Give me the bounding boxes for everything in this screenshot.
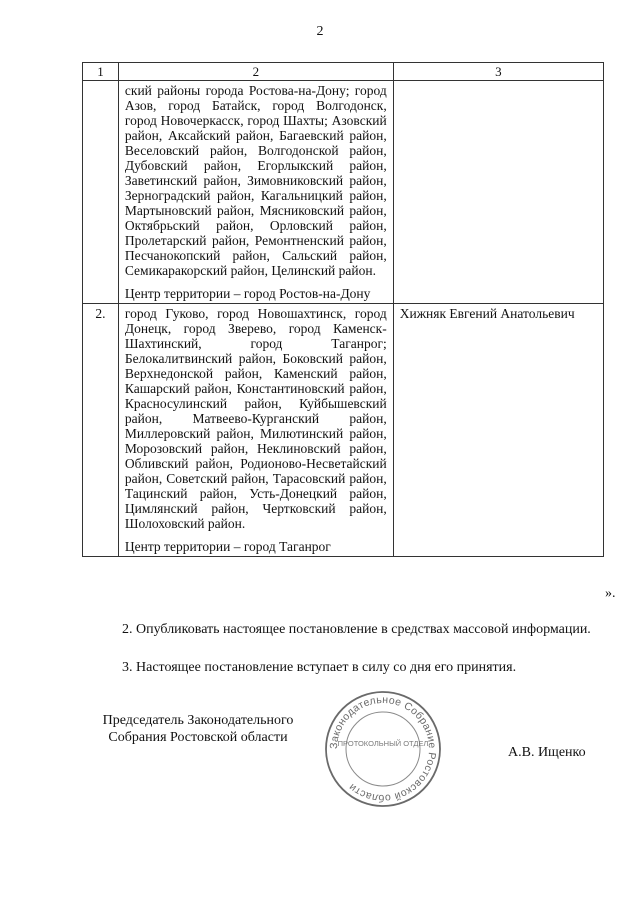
table-row	[83, 81, 604, 304]
person-cell: Хижняк Евгений Анатольевич	[393, 304, 603, 557]
person-cell	[393, 81, 603, 304]
closing-quote: ».	[605, 586, 616, 601]
svg-text:Законодательное Собрание Росто	[328, 694, 438, 804]
territories-table	[82, 62, 604, 557]
row-number: 2.	[83, 304, 119, 557]
column-header: 1	[83, 63, 119, 81]
signer-title: Председатель Законодательного Собрания Ростовской области	[102, 713, 294, 745]
territory-center: Центр территории – город Ростов-на-Дону	[124, 286, 371, 301]
table-header-row	[83, 63, 604, 81]
seal-ring-text: Законодательное Собрание Ростовской области	[327, 693, 439, 805]
row-number	[83, 81, 119, 304]
territory-list: ский районы города Ростова-на-Дону; город Азов, город Батайск, город Волгодонск, город Новочеркасск, город Шахты; Азовский район, Аксайский район, Багаевский район, Веселовский район, Волгодонской район, Дубовский район, Егорлыкский район, Заветинский район, Зимовниковский район, Зерноградский район, Кагальницкий район, Мартыновский район, Мясниковский район, Октябрьский район, Орловский район, Пролетарский район, Ремонтненский район, Песчанокопский район, Сальский район, Семикаракорский район, Целинский район.	[124, 83, 387, 278]
page-number: 2	[316, 24, 324, 39]
column-header: 2	[118, 63, 393, 81]
territory-list: город Гуково, город Новошахтинск, город Донецк, город Зверево, город Каменск-Шахтинский, город Таганрог; Белокалитвинский район, Боковский район, Верхнедонской район, Каменский район, Кашарский район, Константиновский район, Красносулинский район, Куйбышевский район, Матвеево-Курганский район, Миллеровский район, Милютинский район, Морозовский район, Неклиновский район, Обливский район, Родионово-Несветайский район, Советский район, Тарасовский район, Тацинский район, Усть-Донецкий район, Цимлянский район, Чертковский район, Шолоховский район.	[124, 306, 387, 531]
territory-cell	[118, 81, 393, 304]
paragraph-effective: 3. Настоящее постановление вступает в силу со дня его принятия.	[122, 660, 517, 675]
signer-name: А.В. Ищенко	[508, 745, 586, 760]
territory-center: Центр территории – город Таганрог	[124, 539, 331, 554]
paragraph-publish: 2. Опубликовать настоящее постановление в средствах массовой информации.	[122, 622, 591, 637]
stamp-seal-icon	[322, 688, 444, 810]
table-row	[83, 304, 604, 557]
seal-inner-text: ПРОТОКОЛЬНЫЙ ОТДЕЛ	[337, 739, 429, 748]
column-header: 3	[393, 63, 603, 81]
territory-cell	[118, 304, 393, 557]
